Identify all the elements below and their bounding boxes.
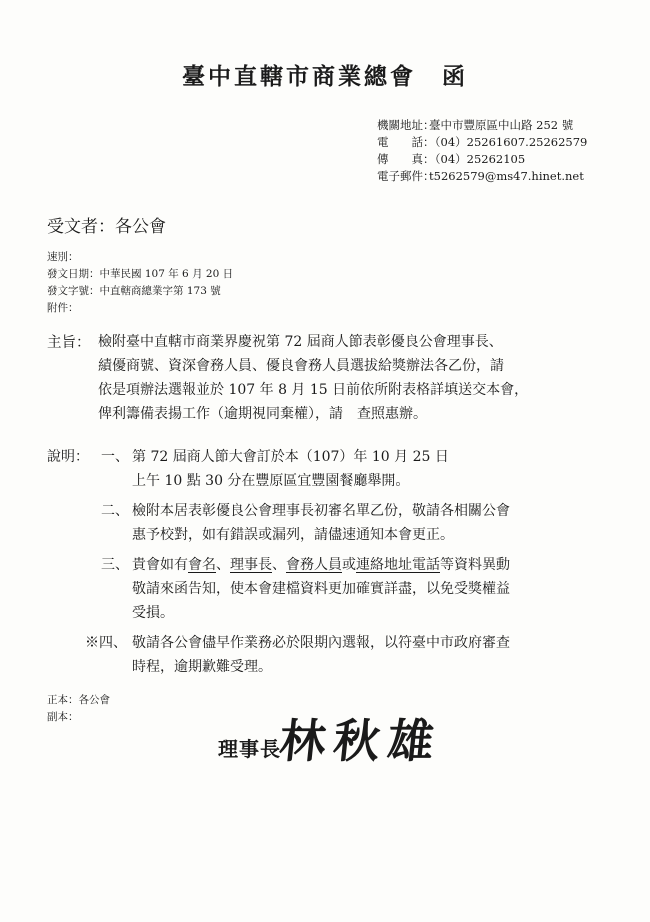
- contact-phone: 電 話：（04）25261607.25262579: [377, 135, 588, 149]
- contact-email: 電子郵件：t5262579@ms47.hinet.net: [377, 169, 584, 183]
- cc-copy: 副本：: [47, 711, 79, 723]
- explanation-item-1: 第 72 屆商人節大會訂於本（107）年 10 月 25 日 上午 10 點 30 分在豐原區宜豐園餐廳舉開。: [132, 449, 449, 489]
- recipient: 受文者：各公會: [47, 217, 166, 237]
- underlined-term: 連絡地址電話: [356, 557, 440, 573]
- explanation-item-2: 檢附本居表彰優良公會理事長初審名單乙份，敬請各相關公會 惠予校對，如有錯誤或漏列，請儘速通知本會更正。: [132, 503, 510, 543]
- meta-speed: 速別：: [47, 251, 79, 263]
- explanation-item-3: 貴會如有會名、理事長、會務人員或連絡地址電話等資料異動 敬請來函告知，使本會建檔資料更加確實詳盡，以免受獎權益 受損。: [132, 557, 510, 621]
- org-name: 臺中直轄市商業總會: [182, 63, 416, 90]
- explanation-marker-1: 一、: [101, 449, 129, 465]
- signature-name: 林秋雄: [276, 714, 445, 768]
- meta-number: 發文字號：中直轄商總業字第 173 號: [47, 285, 221, 297]
- explanation-marker-2: 二、: [101, 503, 129, 519]
- meta-date: 發文日期：中華民國 107 年 6 月 20 日: [47, 268, 234, 280]
- underlined-term: 會務人員: [286, 557, 342, 573]
- subject-line: 績優商號、資深會務人員、優良會務人員選拔給獎辦法各乙份，請: [98, 358, 504, 374]
- explanation-item-4: 敬請各公會儘早作業務必於限期內選報，以符臺中市政府審查 時程，逾期歉難受理。: [132, 635, 510, 675]
- signature-title: 理事長: [218, 737, 281, 761]
- cc-main: 正本：各公會: [47, 694, 110, 706]
- subject-line: 依是項辦法選報並於 107 年 8 月 15 日前依所附表格詳填送交本會，: [98, 382, 529, 398]
- explanation-label: 說明：: [47, 449, 89, 465]
- contact-fax: 傳 真：（04）25262105: [377, 152, 526, 166]
- subject-label: 主旨：: [47, 335, 91, 351]
- meta-attachment: 附件：: [47, 302, 79, 314]
- underlined-term: 會名: [188, 557, 216, 573]
- doc-type: 函: [442, 63, 468, 90]
- underlined-term: 理事長: [230, 557, 272, 573]
- explanation-marker-4: ※四、: [85, 635, 127, 651]
- subject-line: 俾利籌備表揚工作（逾期視同棄權），請 查照惠辦。: [98, 406, 427, 422]
- explanation-marker-3: 三、: [101, 557, 129, 573]
- contact-address: 機關地址：臺中市豐原區中山路 252 號: [377, 118, 574, 132]
- subject-line: 檢附臺中直轄市商業界慶祝第 72 屆商人節表彰優良公會理事長、: [98, 334, 503, 350]
- subject-body: [98, 330, 528, 426]
- document-title: [0, 58, 650, 91]
